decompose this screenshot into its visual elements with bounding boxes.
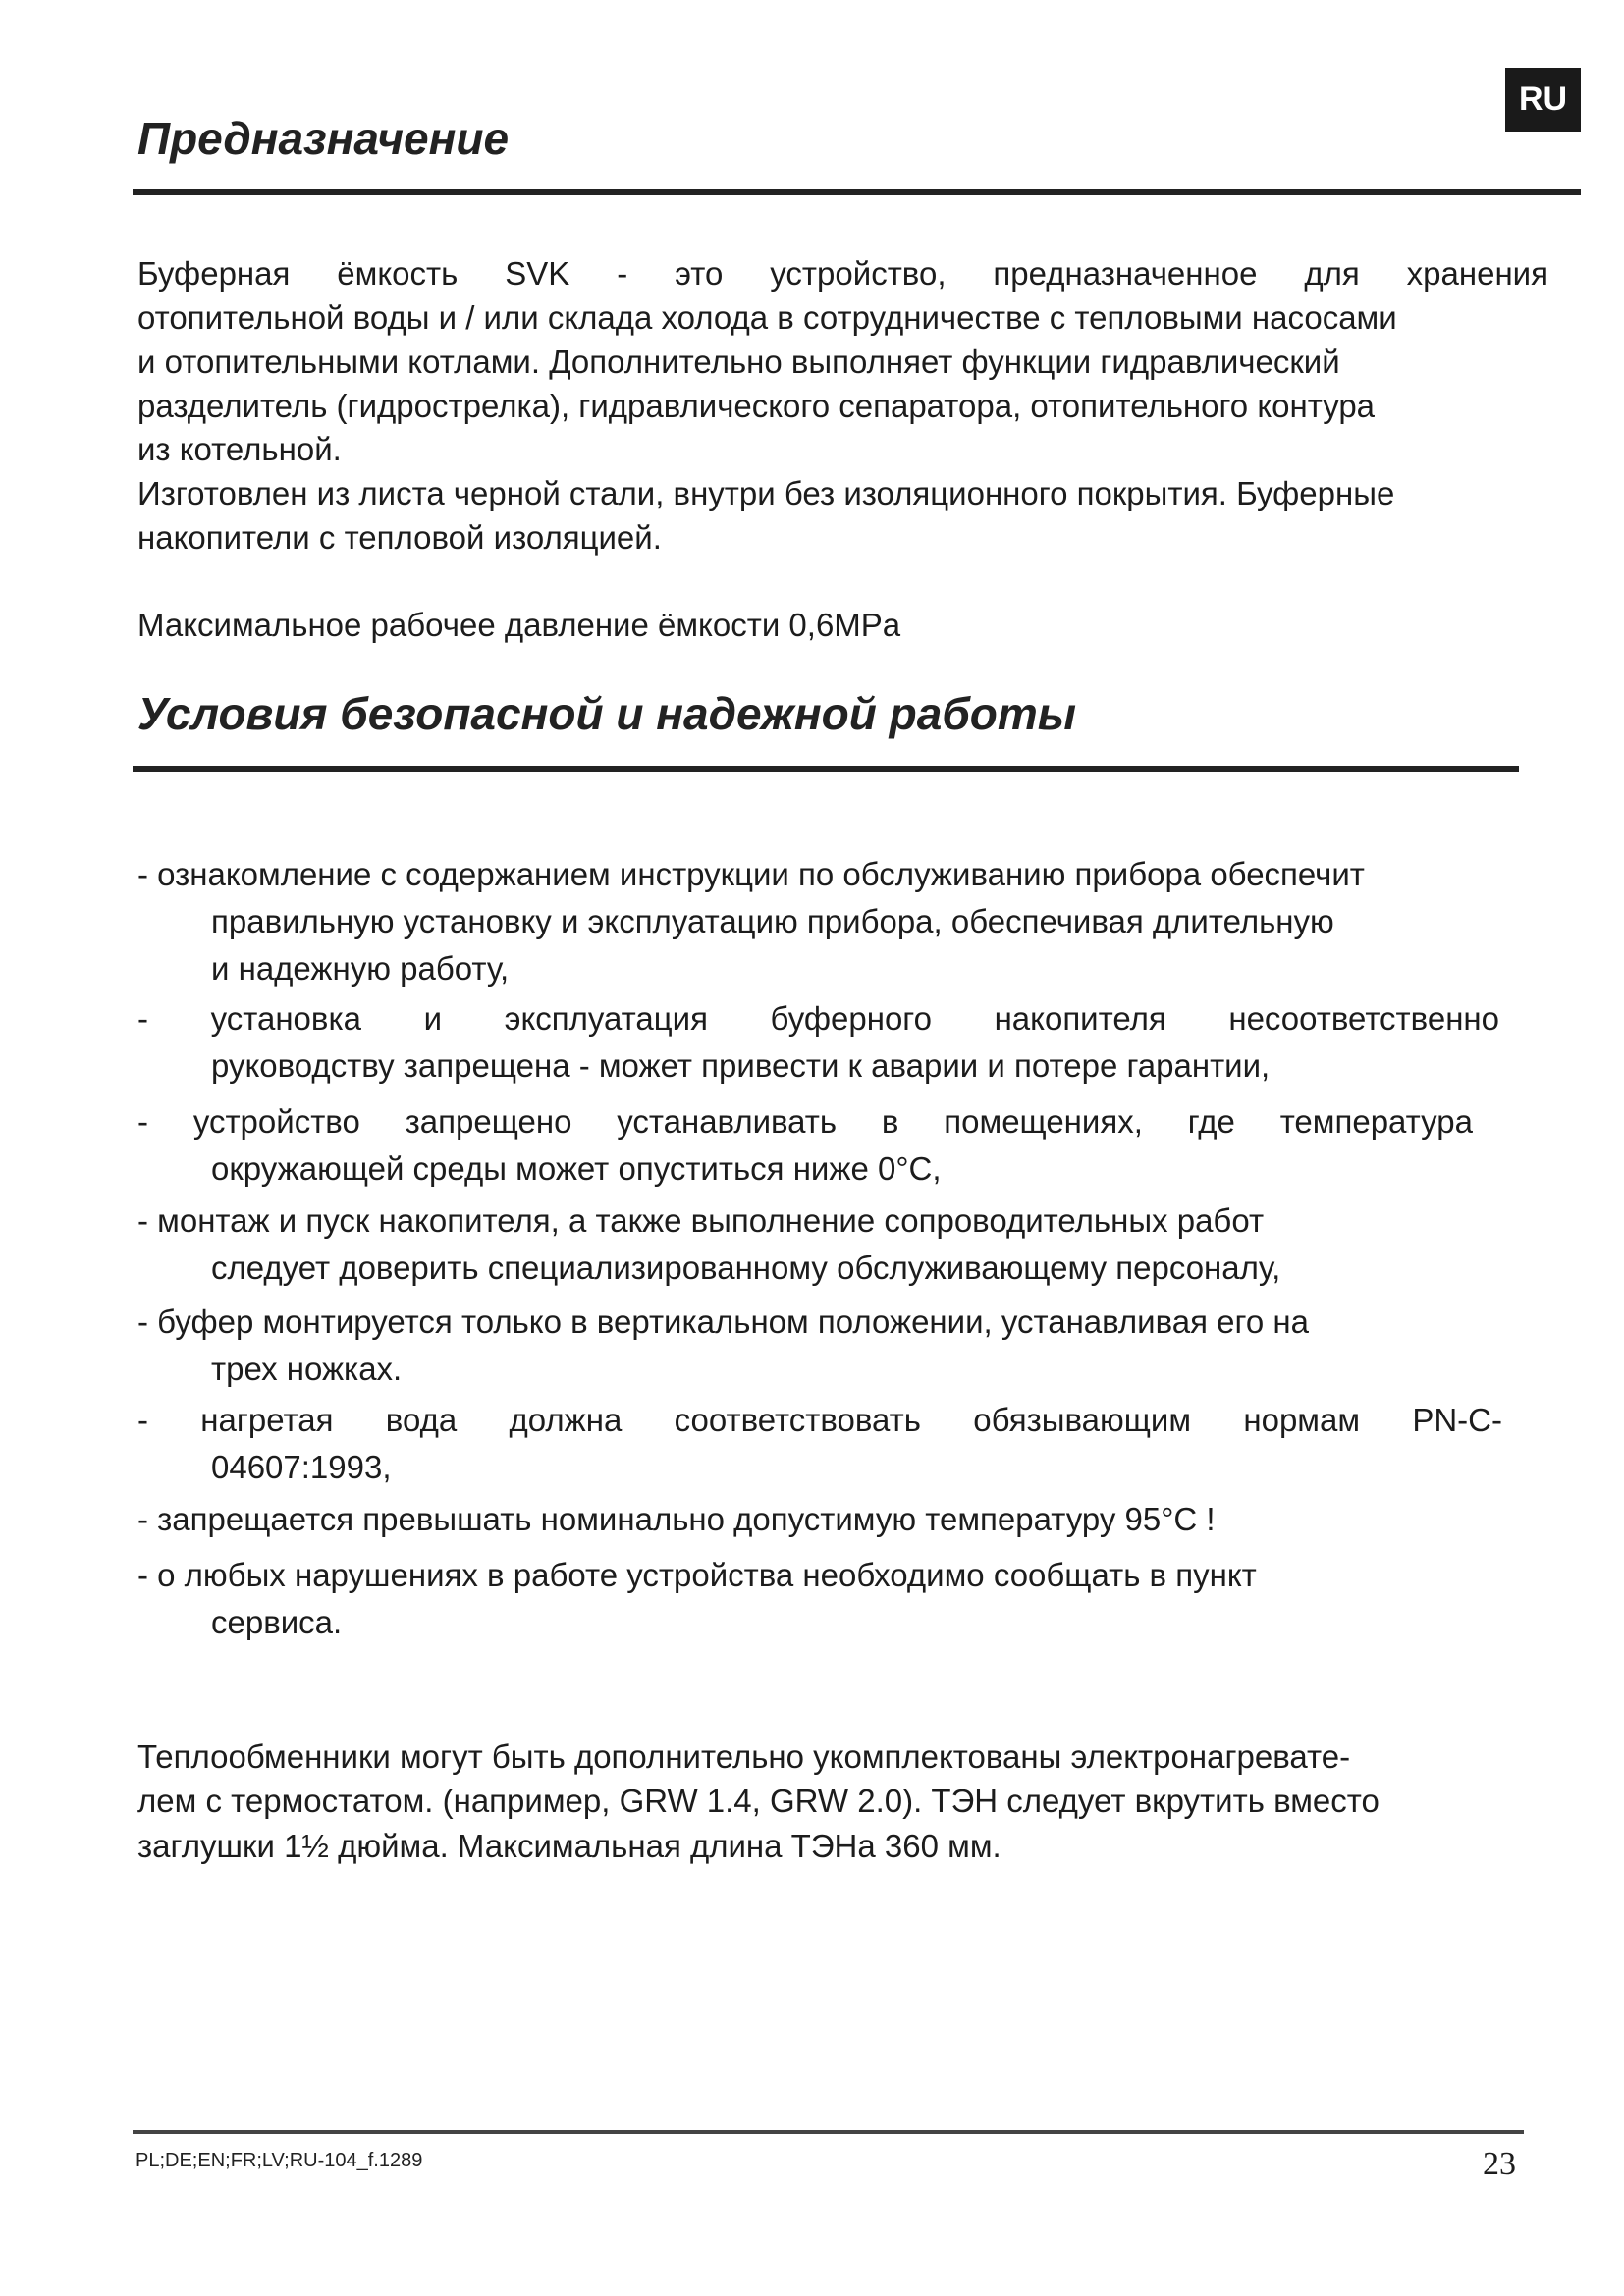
paragraph-line: из котельной. [137,431,342,467]
paragraph-line: Буферная ёмкость SVK - это устройство, предназначенное для хранения [137,255,1548,292]
bullet-line: и надежную работу, [211,950,510,987]
footer-divider [133,2130,1524,2134]
bullet-line: - о любых нарушениях в работе устройства необходимо сообщать в пункт [137,1557,1257,1593]
document-code: PL;DE;EN;FR;LV;RU-104_f.1289 [135,2150,423,2171]
section-title-purpose: Предназначение [137,113,510,164]
max-pressure: Максимальное рабочее давление ёмкости 0,6MPa [137,607,901,643]
language-badge: RU [1505,68,1581,132]
section-title-safety: Условия безопасной и надежной работы [137,688,1077,739]
bullet-line: - монтаж и пуск накопителя, а также выполнение сопроводительных работ [137,1202,1265,1239]
bullet-line: - устройство запрещено устанавливать в помещениях, где температура [137,1103,1473,1140]
bullet-line: трех ножках. [211,1351,403,1387]
paragraph-line: отопительной воды и / или склада холода в сотрудничестве с тепловыми насосами [137,299,1397,336]
bullet-line: правильную установку и эксплуатацию прибора, обеспечивая длительную [211,903,1334,939]
bullet-line: - нагретая вода должна соответствовать обязывающим нормам PN-C- [137,1402,1502,1438]
bullet-line: следует доверить специализированному обслуживающему персоналу, [211,1250,1281,1286]
title-divider [133,189,1581,195]
bullet-line: - ознакомление с содержанием инструкции по обслуживанию прибора обеспечит [137,856,1365,892]
title-divider [133,766,1519,772]
bullet-line: окружающей среды может опуститься ниже 0°C, [211,1150,942,1187]
bullet-line: - буфер монтируется только в вертикальном положении, устанавливая его на [137,1304,1309,1340]
bullet-line: 04607:1993, [211,1449,392,1485]
bullet-line: - запрещается превышать номинально допустимую температуру 95°C ! [137,1501,1216,1537]
paragraph-line: Изготовлен из листа черной стали, внутри без изоляционного покрытия. Буферные [137,475,1395,511]
paragraph-line: и отопительными котлами. Дополнительно выполняет функции гидравлический [137,344,1340,380]
bullet-line: - установка и эксплуатация буферного накопителя несоответственно [137,1000,1499,1037]
bullet-line: сервиса. [211,1604,343,1640]
paragraph-line: разделитель (гидрострелка), гидравлического сепаратора, отопительного контура [137,388,1376,424]
note-line: лем с термостатом. (например, GRW 1.4, GRW 2.0). ТЭН следует вкрутить вместо [137,1783,1380,1819]
paragraph-line: накопители с тепловой изоляцией. [137,519,662,556]
note-line: Теплообменники могут быть дополнительно укомплектованы электронагревате- [137,1738,1351,1775]
page-number: 23 [1483,2146,1516,2182]
bullet-line: руководству запрещена - может привести к аварии и потере гарантии, [211,1047,1271,1084]
note-line: заглушки 1½ дюйма. Максимальная длина ТЭНа 360 мм. [137,1828,1001,1864]
